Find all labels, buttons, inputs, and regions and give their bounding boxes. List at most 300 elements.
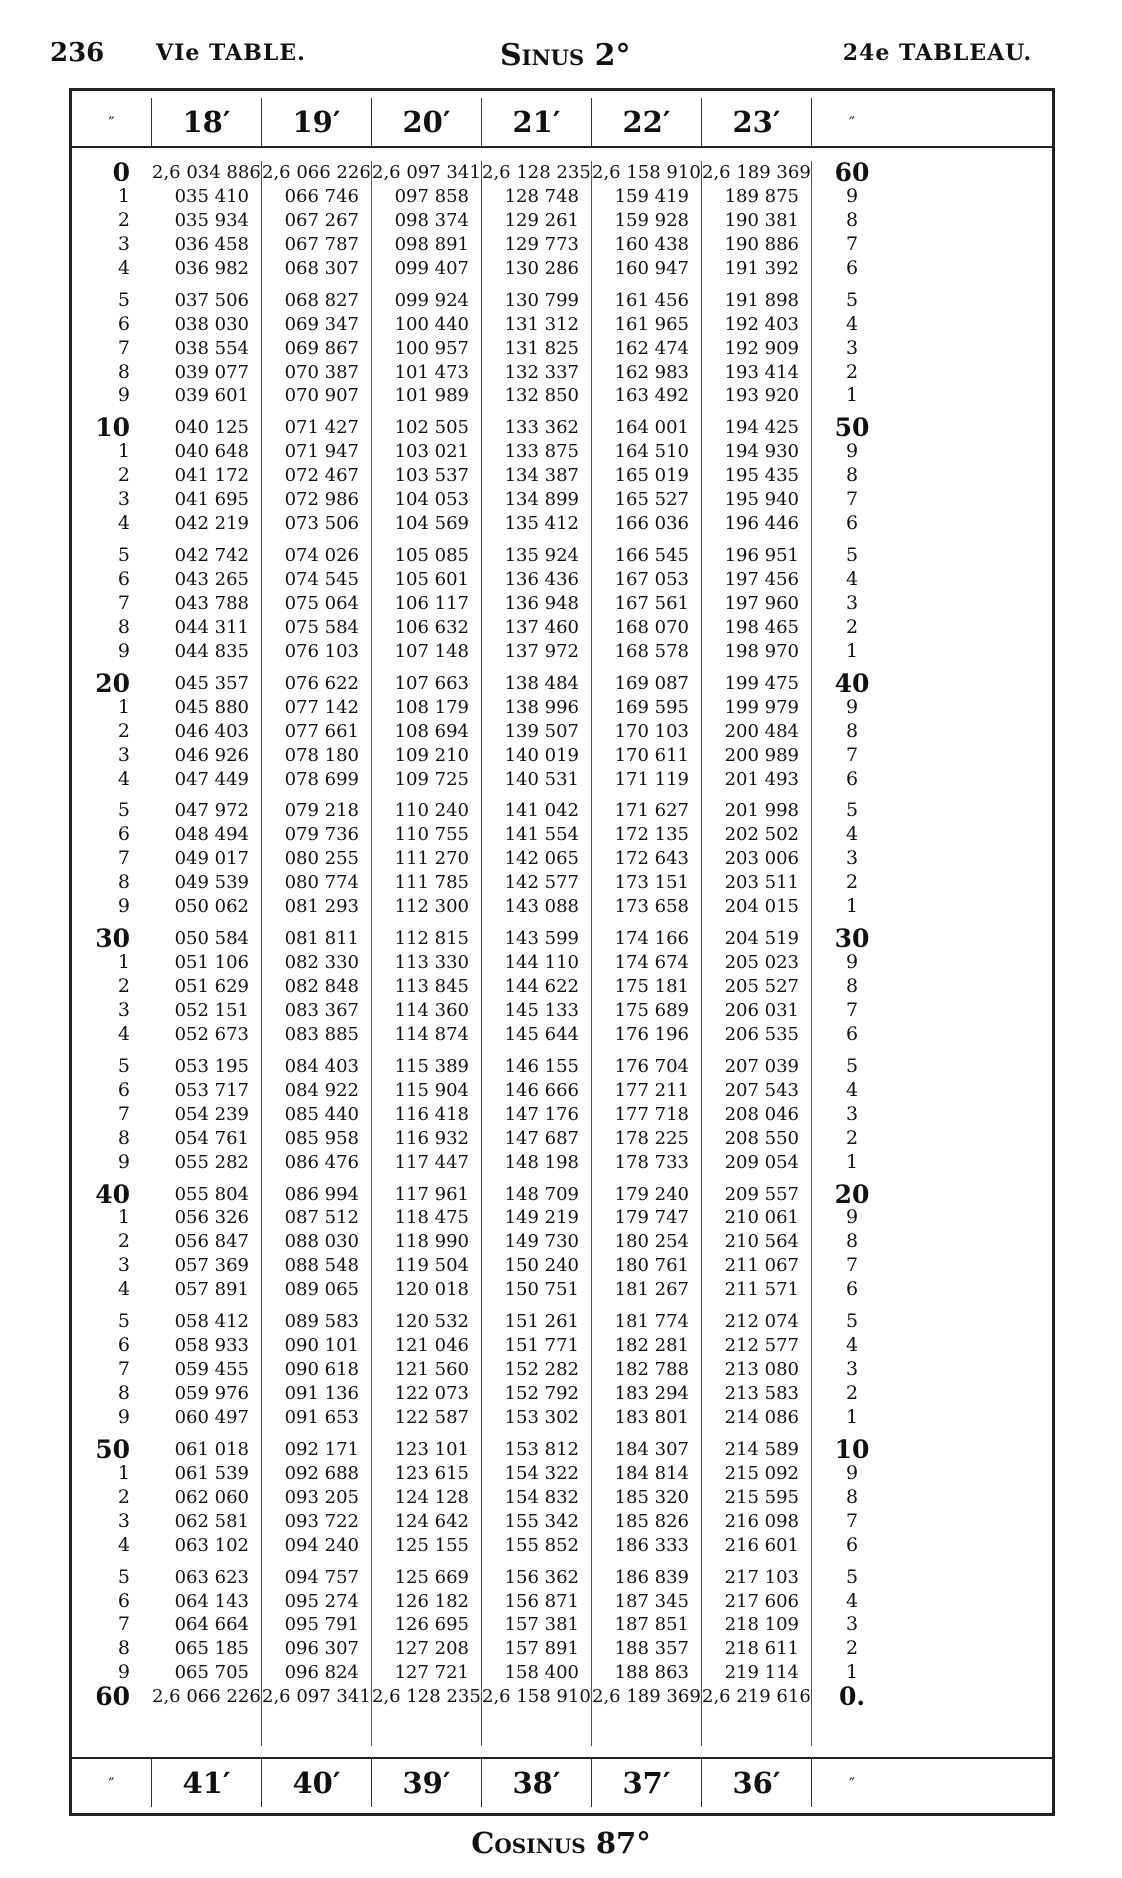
table-cell: 087 512 (284, 1207, 359, 1229)
seconds-label: 3 (845, 847, 859, 870)
table-cell: 041 695 (174, 489, 249, 511)
table-cell: 114 360 (394, 999, 469, 1021)
table-cell: 083 367 (284, 999, 359, 1021)
table-cell: 185 320 (614, 1486, 689, 1508)
table-cell: 137 460 (504, 616, 579, 638)
row-gap (72, 791, 152, 799)
seconds-label: 8 (845, 1485, 859, 1508)
seconds-label: 2 (845, 1382, 859, 1404)
seconds-label: 7 (117, 1613, 130, 1636)
table-cell: 084 922 (284, 1079, 359, 1101)
table-cell: 044 311 (174, 616, 249, 638)
table-cell: 107 663 (394, 672, 469, 694)
row-gap (592, 536, 701, 544)
table-cell: 129 261 (504, 209, 579, 231)
table-cell: 135 412 (504, 513, 579, 535)
table-cell: 108 694 (394, 720, 469, 742)
table-cell: 196 446 (724, 513, 799, 535)
seconds-label: 8 (845, 1230, 859, 1253)
table-cell: 101 989 (394, 385, 469, 407)
table-cell: 051 106 (174, 952, 249, 974)
row-gap (72, 281, 152, 289)
seconds-label: 6 (117, 1589, 130, 1612)
table-cell: 178 733 (614, 1151, 689, 1173)
table-cell: 142 577 (504, 872, 579, 894)
table-cell: 147 687 (504, 1127, 579, 1149)
row-gap (372, 791, 481, 799)
table-cell: 156 871 (504, 1590, 579, 1612)
table-cell: 169 087 (614, 672, 689, 694)
table-cell: 064 664 (174, 1614, 249, 1636)
table-cell: 198 970 (724, 640, 799, 662)
seconds-label: 7 (845, 232, 859, 255)
seconds-label: 5 (845, 1054, 859, 1077)
table-cell: 076 103 (284, 640, 359, 662)
table-cell: 133 362 (504, 417, 579, 439)
table-cell: 110 755 (394, 824, 469, 846)
table-cell: 052 151 (174, 999, 249, 1021)
table-cell: 170 611 (614, 744, 689, 766)
table-cell: 126 182 (394, 1590, 469, 1612)
table-cell: 057 891 (174, 1279, 249, 1301)
table-cell: 2,6 189 369 (702, 162, 811, 183)
seconds-label: 5 (117, 799, 130, 822)
table-cell: 151 771 (504, 1335, 579, 1357)
table-cell: 109 725 (394, 768, 469, 790)
row-gap (702, 1558, 811, 1566)
table-cell: 049 017 (174, 848, 249, 870)
table-cell: 127 721 (394, 1662, 469, 1684)
row-gap (262, 1047, 371, 1055)
seconds-label: 1 (117, 951, 130, 974)
row-gap (372, 1558, 481, 1566)
seconds-label: 4 (117, 1533, 130, 1556)
table-cell: 202 502 (724, 824, 799, 846)
table-cell: 149 730 (504, 1231, 579, 1253)
table-cell: 154 832 (504, 1486, 579, 1508)
row-gap (72, 1047, 152, 1055)
table-cell: 101 473 (394, 361, 469, 383)
row-gap (592, 1430, 701, 1438)
row-gap (262, 408, 371, 416)
table-cell: 035 410 (174, 185, 249, 207)
table-cell: 142 065 (504, 848, 579, 870)
seconds-label: 1 (845, 895, 859, 918)
table-cell: 068 827 (284, 289, 359, 311)
table-cell: 064 143 (174, 1590, 249, 1612)
table-cell: 138 484 (504, 672, 579, 694)
table-cell: 100 440 (394, 313, 469, 335)
value-column (482, 161, 592, 1746)
seconds-label: 9 (117, 384, 130, 407)
table-frame (69, 88, 1055, 1816)
table-cell: 168 070 (614, 616, 689, 638)
column-footer-minute: 40′ (262, 1759, 372, 1807)
table-cell: 184 814 (614, 1462, 689, 1484)
table-cell: 189 875 (724, 185, 799, 207)
seconds-label: 6 (117, 568, 130, 590)
table-cell: 112 300 (394, 896, 469, 918)
table-cell: 050 584 (174, 928, 249, 950)
seconds-label: 7 (845, 1254, 859, 1277)
table-cell: 186 333 (614, 1534, 689, 1556)
row-gap (482, 664, 591, 672)
table-cell: 151 261 (504, 1311, 579, 1333)
table-cell: 205 023 (724, 952, 799, 974)
row-gap (702, 664, 811, 672)
row-gap (72, 1558, 152, 1566)
row-gap (592, 281, 701, 289)
table-cell: 2,6 189 369 (592, 1686, 701, 1708)
table-cell: 155 852 (504, 1534, 579, 1556)
table-cell: 111 785 (394, 872, 469, 894)
table-cell: 039 077 (174, 361, 249, 383)
table-cell: 179 240 (614, 1183, 689, 1205)
table-cell: 128 748 (504, 185, 579, 207)
row-gap (592, 1047, 701, 1055)
table-cell: 045 357 (174, 672, 249, 694)
table-cell: 208 550 (724, 1127, 799, 1149)
tableau-label: 24e TABLEAU. (842, 40, 1032, 66)
table-cell: 121 046 (394, 1335, 469, 1357)
seconds-label: 5 (845, 544, 859, 567)
table-cell: 140 019 (504, 744, 579, 766)
table-cell: 063 623 (174, 1566, 249, 1588)
table-cell: 205 527 (724, 976, 799, 997)
seconds-label: 5 (845, 1565, 859, 1588)
table-cell: 090 618 (284, 1359, 359, 1381)
table-cell: 039 601 (174, 385, 249, 407)
table-cell: 148 709 (504, 1183, 579, 1205)
table-cell: 109 210 (394, 744, 469, 766)
table-cell: 091 136 (284, 1383, 359, 1404)
seconds-label: 2 (845, 1126, 859, 1149)
table-cell: 172 135 (614, 824, 689, 846)
table-cell: 067 267 (284, 209, 359, 231)
table-cell: 106 117 (394, 592, 469, 614)
table-cell: 161 965 (614, 313, 689, 335)
seconds-label: 8 (845, 208, 859, 231)
table-cell: 160 947 (614, 257, 689, 279)
table-cell: 139 507 (504, 720, 579, 742)
seconds-label: 7 (117, 336, 130, 359)
table-cell: 2,6 158 910 (482, 1686, 591, 1708)
table-cell: 092 688 (284, 1462, 359, 1484)
table-cell: 216 098 (724, 1510, 799, 1532)
seconds-label: 4 (845, 1078, 859, 1101)
seconds-label: 3 (845, 591, 859, 614)
row-gap (592, 919, 701, 927)
table-cell: 133 875 (504, 441, 579, 463)
seconds-label: 8 (117, 1382, 130, 1404)
table-cell: 147 176 (504, 1103, 579, 1125)
table-cell: 173 151 (614, 872, 689, 894)
table-cell: 088 548 (284, 1255, 359, 1277)
row-gap (702, 1175, 811, 1183)
seconds-label: 8 (117, 871, 130, 894)
table-cell: 180 254 (614, 1231, 689, 1253)
row-gap (72, 1302, 152, 1310)
seconds-label: 9 (117, 1405, 130, 1428)
table-cell: 194 425 (724, 417, 799, 439)
table-cell: 211 571 (724, 1279, 799, 1301)
table-cell: 181 267 (614, 1279, 689, 1301)
table-cell: 193 920 (724, 385, 799, 407)
row-gap (152, 664, 261, 672)
table-cell: 036 458 (174, 233, 249, 255)
table-cell: 059 455 (174, 1359, 249, 1381)
table-cell: 175 689 (614, 999, 689, 1021)
row-gap (152, 1047, 261, 1055)
row-gap (372, 1302, 481, 1310)
table-cell: 162 474 (614, 337, 689, 359)
table-cell: 197 960 (724, 592, 799, 614)
table-cell: 058 412 (174, 1311, 249, 1333)
table-cell: 213 583 (724, 1383, 799, 1404)
table-cell: 144 622 (504, 976, 579, 997)
seconds-label: 9 (845, 1206, 859, 1229)
row-gap (482, 281, 591, 289)
table-cell: 089 583 (284, 1311, 359, 1333)
table-cell: 048 494 (174, 824, 249, 846)
table-cell: 065 185 (174, 1638, 249, 1660)
table-cell: 198 465 (724, 616, 799, 638)
row-gap (372, 536, 481, 544)
row-gap (702, 408, 811, 416)
table-cell: 042 219 (174, 513, 249, 535)
table-cell: 122 073 (394, 1383, 469, 1404)
table-cell: 176 196 (614, 1023, 689, 1045)
row-gap (702, 791, 811, 799)
row-gap (482, 536, 591, 544)
table-cell: 134 899 (504, 489, 579, 511)
seconds-label: 3 (845, 1613, 859, 1636)
seconds-label: 6 (117, 1078, 130, 1101)
column-footer-minute: 38′ (482, 1759, 592, 1807)
table-cell: 099 924 (394, 289, 469, 311)
table-cell: 143 599 (504, 928, 579, 950)
table-cell: 119 504 (394, 1255, 469, 1277)
row-gap (72, 536, 152, 544)
table-cell: 166 545 (614, 545, 689, 567)
table-cell: 179 747 (614, 1207, 689, 1229)
table-cell: 166 036 (614, 513, 689, 535)
table-cell: 175 181 (614, 976, 689, 997)
table-cell: 125 155 (394, 1534, 469, 1556)
table-cell: 164 510 (614, 441, 689, 463)
table-cell: 150 751 (504, 1279, 579, 1301)
table-cell: 108 179 (394, 696, 469, 718)
table-cell: 212 074 (724, 1311, 799, 1333)
table-cell: 170 103 (614, 720, 689, 742)
seconds-label: 4 (845, 1334, 859, 1357)
table-cell: 047 972 (174, 800, 249, 822)
row-gap (372, 664, 481, 672)
row-gap (262, 536, 371, 544)
table-cell: 193 414 (724, 361, 799, 383)
column-footer-minute: 37′ (592, 1759, 702, 1807)
seconds-label: 6 (117, 1334, 130, 1357)
page-footer-title: Cosinus 87° (471, 1826, 651, 1860)
table-cell: 159 928 (614, 209, 689, 231)
table-cell: 111 270 (394, 848, 469, 870)
table-cell: 2,6 219 616 (702, 1686, 811, 1708)
table-cell: 160 438 (614, 233, 689, 255)
table-cell: 194 930 (724, 441, 799, 463)
seconds-label: 1 (117, 695, 130, 718)
seconds-label: 8 (117, 360, 130, 383)
row-gap (812, 1047, 892, 1055)
table-cell: 081 811 (284, 928, 359, 950)
table-cell: 192 403 (724, 313, 799, 335)
seconds-label: 1 (117, 184, 130, 207)
page-number: 236 (50, 38, 105, 68)
table-cell: 216 601 (724, 1534, 799, 1556)
seconds-label: 2 (117, 1485, 130, 1508)
column-header-seconds-right: ″ (849, 112, 855, 132)
table-cell: 162 983 (614, 361, 689, 383)
seconds-label: 9 (117, 895, 130, 918)
table-cell: 129 773 (504, 233, 579, 255)
seconds-label: 9 (117, 639, 130, 662)
seconds-label: 6 (845, 767, 859, 790)
seconds-label: 7 (117, 847, 130, 870)
seconds-label: 7 (117, 1358, 130, 1381)
row-gap (482, 408, 591, 416)
seconds-label: 20 (95, 668, 130, 698)
table-cell: 190 886 (724, 233, 799, 255)
seconds-label: 1 (117, 1206, 130, 1229)
table-cell: 167 053 (614, 569, 689, 590)
seconds-label: 5 (845, 799, 859, 822)
seconds-label: 6 (845, 1022, 859, 1045)
table-cell: 061 539 (174, 1462, 249, 1484)
seconds-label: 2 (845, 360, 859, 383)
table-cell: 113 845 (394, 976, 469, 997)
column-header-minute: 19′ (262, 98, 372, 146)
table-cell: 200 989 (724, 744, 799, 766)
table-cell: 088 030 (284, 1231, 359, 1253)
table-cell: 085 958 (284, 1127, 359, 1149)
table-cell: 040 648 (174, 441, 249, 463)
table-cell: 085 440 (284, 1103, 359, 1125)
table-body (72, 158, 1052, 1746)
table-cell: 082 848 (284, 976, 359, 997)
table-cell: 2,6 128 235 (482, 162, 591, 183)
table-cell: 159 419 (614, 185, 689, 207)
table-cell: 102 505 (394, 417, 469, 439)
row-gap (152, 281, 261, 289)
table-cell: 164 001 (614, 417, 689, 439)
seconds-label: 2 (117, 719, 130, 742)
row-gap (152, 791, 261, 799)
table-cell: 218 109 (724, 1614, 799, 1636)
table-cell: 092 171 (284, 1438, 359, 1460)
table-cell: 115 389 (394, 1055, 469, 1077)
table-cell: 2,6 128 235 (372, 1686, 481, 1708)
table-cell: 093 722 (284, 1510, 359, 1532)
table-cell: 130 799 (504, 289, 579, 311)
seconds-label: 30 (95, 924, 130, 954)
table-cell: 066 746 (284, 185, 359, 207)
table-cell: 069 347 (284, 313, 359, 335)
table-cell: 204 015 (724, 896, 799, 918)
seconds-label: 9 (845, 951, 859, 974)
table-cell: 094 757 (284, 1566, 359, 1588)
table-cell: 177 211 (614, 1079, 689, 1101)
row-gap (152, 408, 261, 416)
value-column (372, 161, 482, 1746)
table-cell: 055 282 (174, 1151, 249, 1173)
seconds-label: 1 (117, 440, 130, 463)
column-footer-seconds-left: ″ (72, 1759, 152, 1807)
table-cell: 2,6 097 341 (262, 1686, 371, 1708)
table-cell: 037 506 (174, 289, 249, 311)
row-gap (592, 664, 701, 672)
seconds-label: 1 (845, 1405, 859, 1428)
seconds-label: 5 (117, 1054, 130, 1077)
table-cell: 141 042 (504, 800, 579, 822)
seconds-label: 1 (845, 1661, 859, 1684)
table-cell: 105 085 (394, 545, 469, 567)
table-cell: 123 101 (394, 1438, 469, 1460)
table-cell: 199 979 (724, 696, 799, 718)
table-cell: 051 629 (174, 976, 249, 997)
table-cell: 125 669 (394, 1566, 469, 1588)
row-gap (262, 1302, 371, 1310)
table-cell: 081 293 (284, 896, 359, 918)
table-cell: 181 774 (614, 1311, 689, 1333)
seconds-label: 2 (117, 975, 130, 997)
seconds-label: 4 (117, 1278, 130, 1301)
table-cell: 116 932 (394, 1127, 469, 1149)
table-cell: 195 435 (724, 465, 799, 487)
seconds-label: 1 (845, 384, 859, 407)
table-cell: 058 933 (174, 1335, 249, 1357)
table-cell: 204 519 (724, 928, 799, 950)
table-cell: 207 039 (724, 1055, 799, 1077)
table-cell: 035 934 (174, 209, 249, 231)
table-cell: 056 326 (174, 1207, 249, 1229)
table-cell: 052 673 (174, 1023, 249, 1045)
table-cell: 183 294 (614, 1383, 689, 1404)
table-cell: 153 812 (504, 1438, 579, 1460)
left-seconds-column (72, 158, 152, 1746)
column-header-minute: 18′ (152, 98, 262, 146)
table-cell: 187 851 (614, 1614, 689, 1636)
seconds-label: 2 (117, 464, 130, 487)
table-cell: 196 951 (724, 545, 799, 567)
table-cell: 079 218 (284, 800, 359, 822)
table-cell: 145 133 (504, 999, 579, 1021)
table-cell: 106 632 (394, 616, 469, 638)
table-cell: 043 788 (174, 592, 249, 614)
table-cell: 054 761 (174, 1127, 249, 1149)
table-cell: 199 475 (724, 672, 799, 694)
table-cell: 187 345 (614, 1590, 689, 1612)
table-cell: 036 982 (174, 257, 249, 279)
table-cell: 183 801 (614, 1406, 689, 1428)
column-footer-minute: 41′ (152, 1759, 262, 1807)
table-cell: 182 281 (614, 1335, 689, 1357)
table-cell: 211 067 (724, 1255, 799, 1277)
row-gap (152, 1302, 261, 1310)
seconds-label: 2 (845, 615, 859, 638)
table-cell: 149 219 (504, 1207, 579, 1229)
table-cell: 057 369 (174, 1255, 249, 1277)
seconds-label: 0. (838, 1682, 866, 1712)
seconds-label: 60 (834, 158, 870, 187)
